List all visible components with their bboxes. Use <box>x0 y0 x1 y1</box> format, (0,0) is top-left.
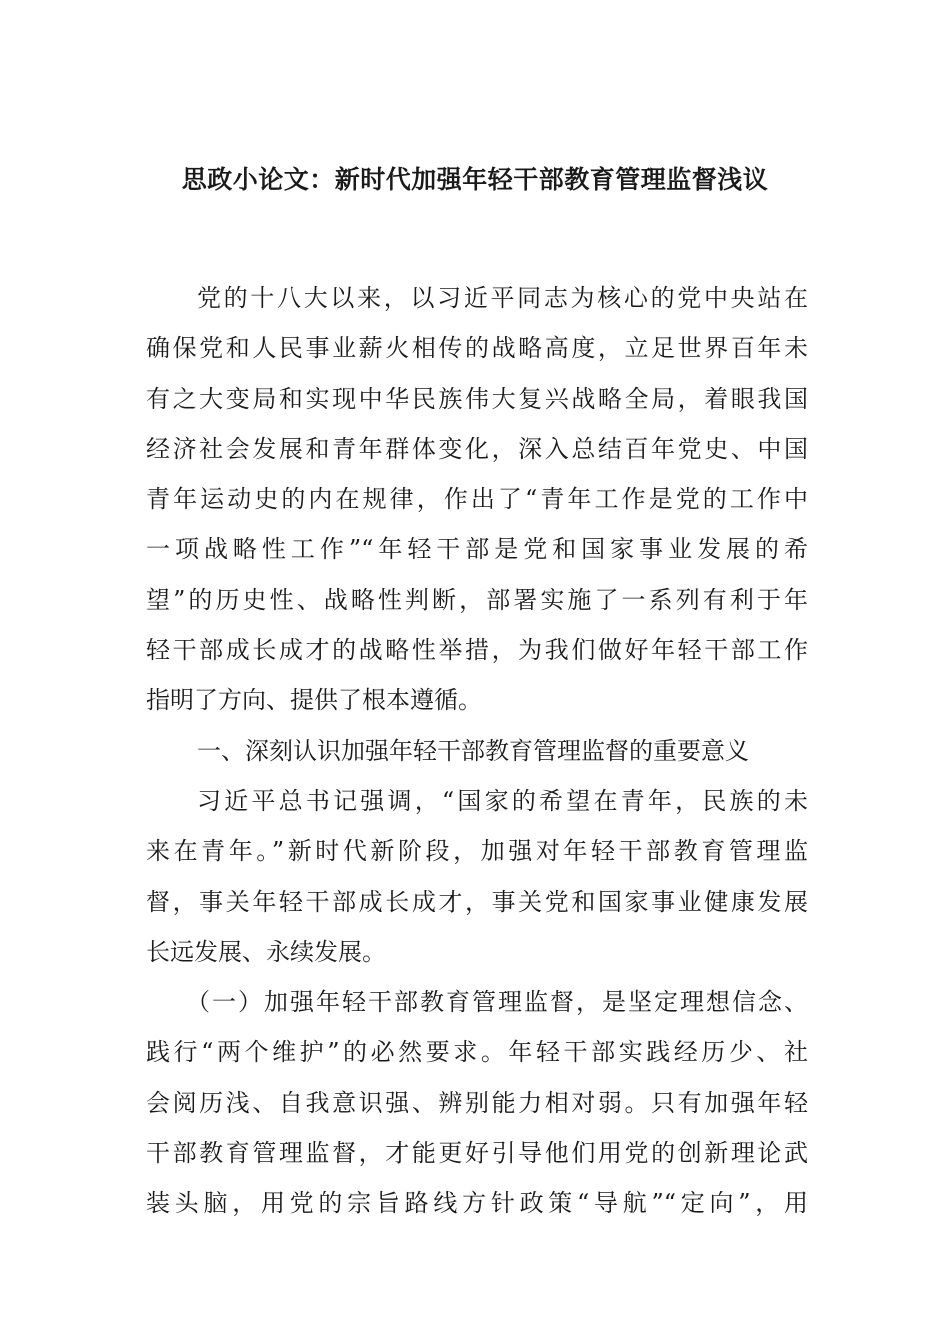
paragraph-line: 践行“两个维护”的必然要求。年轻干部实践经历少、社 <box>146 1038 808 1067</box>
paragraph-line: 装头脑，用党的宗旨路线方针政策“导航”“定向”，用 <box>146 1189 808 1218</box>
section-heading: 一、深刻认识加强年轻干部教育管理监督的重要意义 <box>197 736 749 765</box>
paragraph-line: 有之大变局和实现中华民族伟大复兴战略全局，着眼我国 <box>146 384 808 413</box>
paragraph-line: 党的十八大以来，以习近平同志为核心的党中央站在 <box>197 284 808 312</box>
paragraph-line: 指明了方向、提供了根本遵循。 <box>146 686 482 715</box>
paragraph-line: 来在青年。”新时代新阶段，加强对年轻干部教育管理监 <box>146 837 808 866</box>
paragraph-line: 确保党和人民事业薪火相传的战略高度，立足世界百年未 <box>146 334 808 363</box>
document-body <box>146 273 808 1229</box>
paragraph-line: 经济社会发展和青年群体变化，深入总结百年党史、中国 <box>146 434 808 463</box>
paragraph-line: 习近平总书记强调，“国家的希望在青年，民族的未 <box>197 786 808 815</box>
paragraph-line: 轻干部成长成才的战略性举措，为我们做好年轻干部工作 <box>146 636 808 665</box>
paragraph-line: 干部教育管理监督，才能更好引导他们用党的创新理论武 <box>146 1139 808 1168</box>
paragraph-line: 一项战略性工作”“年轻干部是党和国家事业发展的希 <box>146 535 808 564</box>
paragraph-line: 会阅历浅、自我意识强、辨别能力相对弱。只有加强年轻 <box>146 1088 808 1117</box>
paragraph-line: 督，事关年轻干部成长成才，事关党和国家事业健康发展 <box>146 887 808 916</box>
document-title: 思政小论文：新时代加强年轻干部教育管理监督浅议 <box>181 165 769 194</box>
paragraph-line: 望”的历史性、战略性判断，部署实施了一系列有利于年 <box>146 585 808 614</box>
paragraph-line: 长远发展、永续发展。 <box>146 937 386 966</box>
paragraph-line: （一）加强年轻干部教育管理监督，是坚定理想信念、 <box>186 988 808 1017</box>
paragraph-line: 青年运动史的内在规律，作出了“青年工作是党的工作中 <box>146 485 808 514</box>
